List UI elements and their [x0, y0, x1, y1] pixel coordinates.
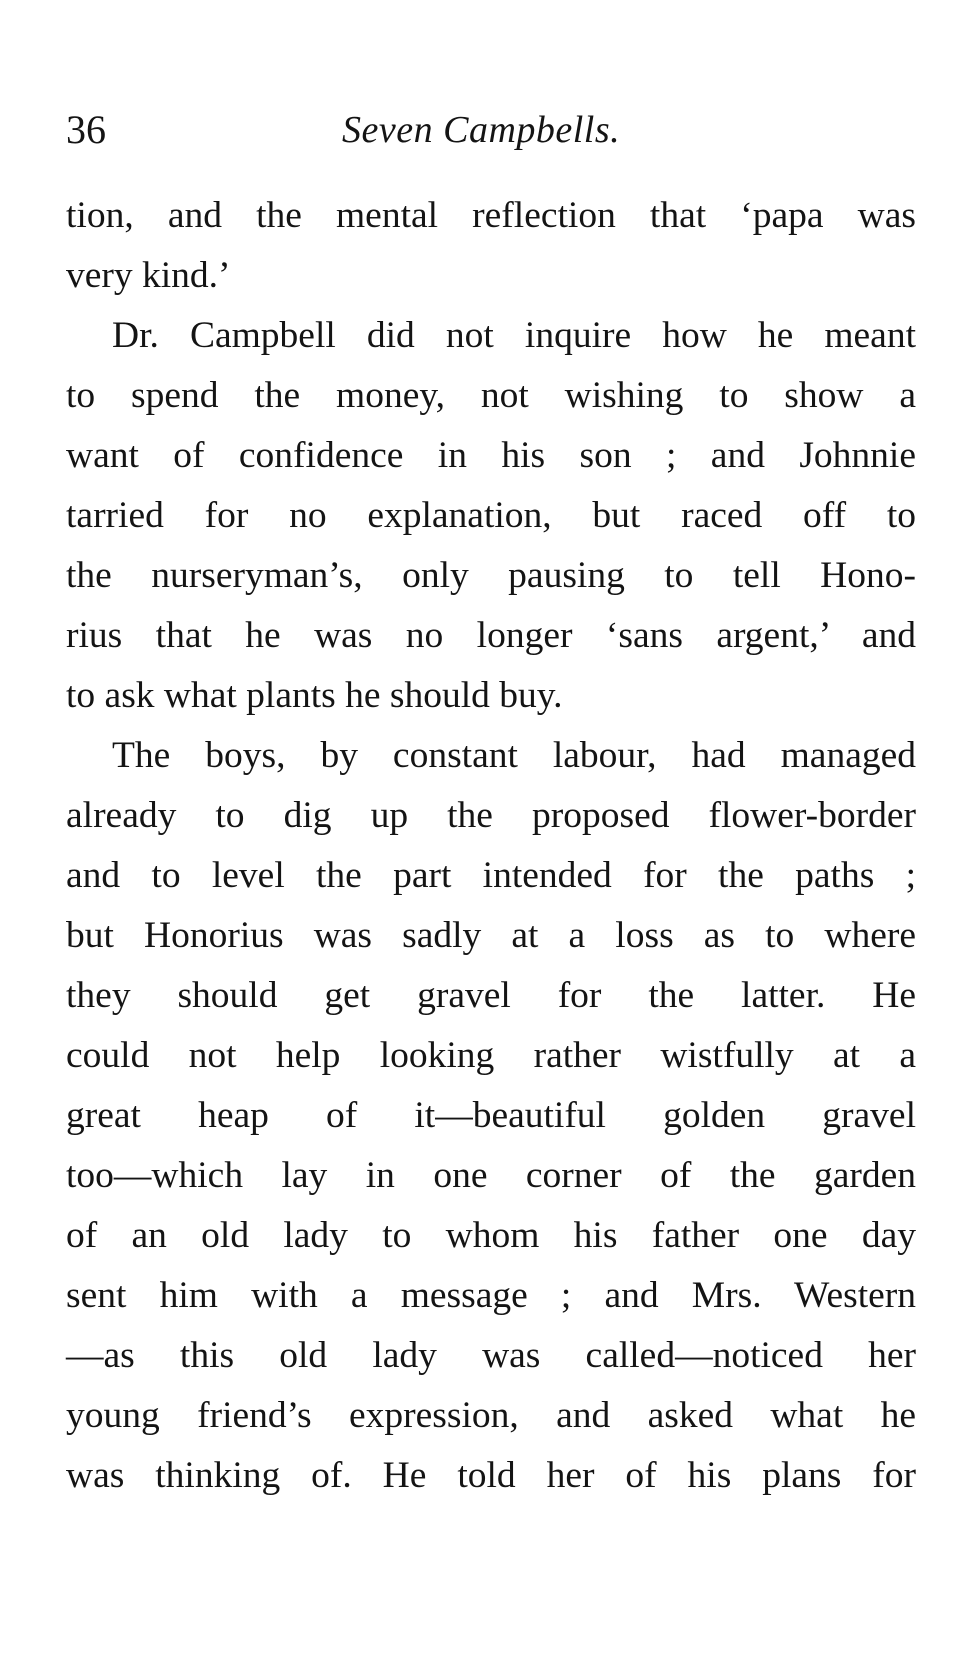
page-number: 36 — [66, 107, 106, 152]
running-title: Seven Campbells. — [342, 109, 621, 151]
text-line: young friend’s expression, and asked what he — [66, 1395, 916, 1436]
text-line: very kind.’ — [66, 255, 231, 296]
paragraph — [66, 306, 916, 726]
text-line: The boys, by constant labour, had managed — [112, 735, 916, 776]
page-header — [66, 100, 916, 160]
text-line: Dr. Campbell did not inquire how he meant — [112, 315, 916, 356]
text-line: too—which lay in one corner of the garden — [66, 1155, 916, 1196]
text-line: of an old lady to whom his father one day — [66, 1215, 916, 1256]
paragraph — [66, 726, 916, 1506]
text-line: great heap of it—beautiful golden gravel — [66, 1095, 916, 1136]
text-line: sent him with a message ; and Mrs. Western — [66, 1275, 916, 1316]
paragraph — [66, 186, 916, 306]
text-line: the nurseryman’s, only pausing to tell Hono- — [66, 555, 916, 596]
text-line: to ask what plants he should buy. — [66, 675, 563, 716]
text-line: tion, and the mental reflection that ‘papa was — [66, 195, 916, 236]
body-text — [66, 186, 916, 1506]
text-line: to spend the money, not wishing to show a — [66, 375, 916, 416]
text-line: tarried for no explanation, but raced off to — [66, 495, 916, 536]
text-line: and to level the part intended for the paths ; — [66, 855, 916, 896]
text-line: —as this old lady was called—noticed her — [66, 1335, 916, 1376]
text-line: want of confidence in his son ; and Johnnie — [66, 435, 916, 476]
text-line: they should get gravel for the latter. He — [66, 975, 916, 1016]
text-line: already to dig up the proposed flower-border — [66, 795, 916, 836]
text-line: was thinking of. He told her of his plans for — [66, 1455, 916, 1496]
text-line: but Honorius was sadly at a loss as to where — [66, 915, 916, 956]
text-line: could not help looking rather wistfully at a — [66, 1035, 916, 1076]
text-line: rius that he was no longer ‘sans argent,’ and — [66, 615, 916, 656]
